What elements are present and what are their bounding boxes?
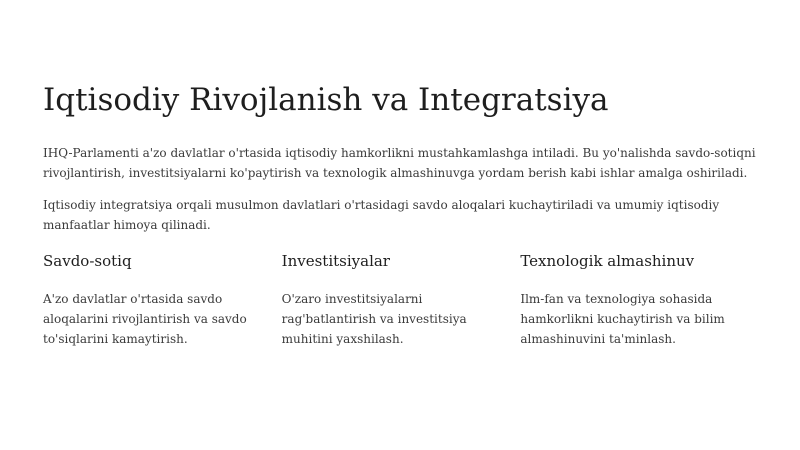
feature-title: Texnologik almashinuv (520, 252, 695, 271)
feature-column-technology (520, 251, 759, 349)
feature-columns (43, 251, 759, 349)
feature-text: O'zaro investitsiyalarni rag'batlantirish va investitsiya muhitini yaxshilash. (281, 292, 467, 347)
page-title: Iqtisodiy Rivojlanish va Integratsiya (43, 82, 609, 118)
feature-title: Investitsiyalar (281, 252, 390, 271)
feature-text: A'zo davlatlar o'rtasida savdo aloqalarini rivojlantirish va savdo to'siqlarini kamaytirish. (43, 292, 247, 347)
intro-text (43, 143, 759, 235)
intro-paragraph: Iqtisodiy integratsiya orqali musulmon davlatlari o'rtasidagi savdo aloqalari kuchaytiriladi va umumiy iqtisodiy manfaatlar himoya qilinadi. (43, 198, 720, 233)
content-section (43, 82, 759, 349)
feature-title: Savdo-sotiq (43, 252, 132, 271)
feature-column-trade (43, 251, 282, 349)
feature-text: Ilm-fan va texnologiya sohasida hamkorlikni kuchaytirish va bilim almashinuvini ta'minlash. (520, 292, 725, 347)
intro-paragraph: IHQ-Parlamenti a'zo davlatlar o'rtasida iqtisodiy hamkorlikni mustahkamlashga intiladi. Bu yo'nalishda savdo-sotiqni rivojlantirish, investitsiyalarni ko'paytirish va texnologik almashinuvga yordam berish kabi ishlar amalga oshiriladi. (43, 146, 756, 181)
feature-column-investments (282, 251, 521, 349)
